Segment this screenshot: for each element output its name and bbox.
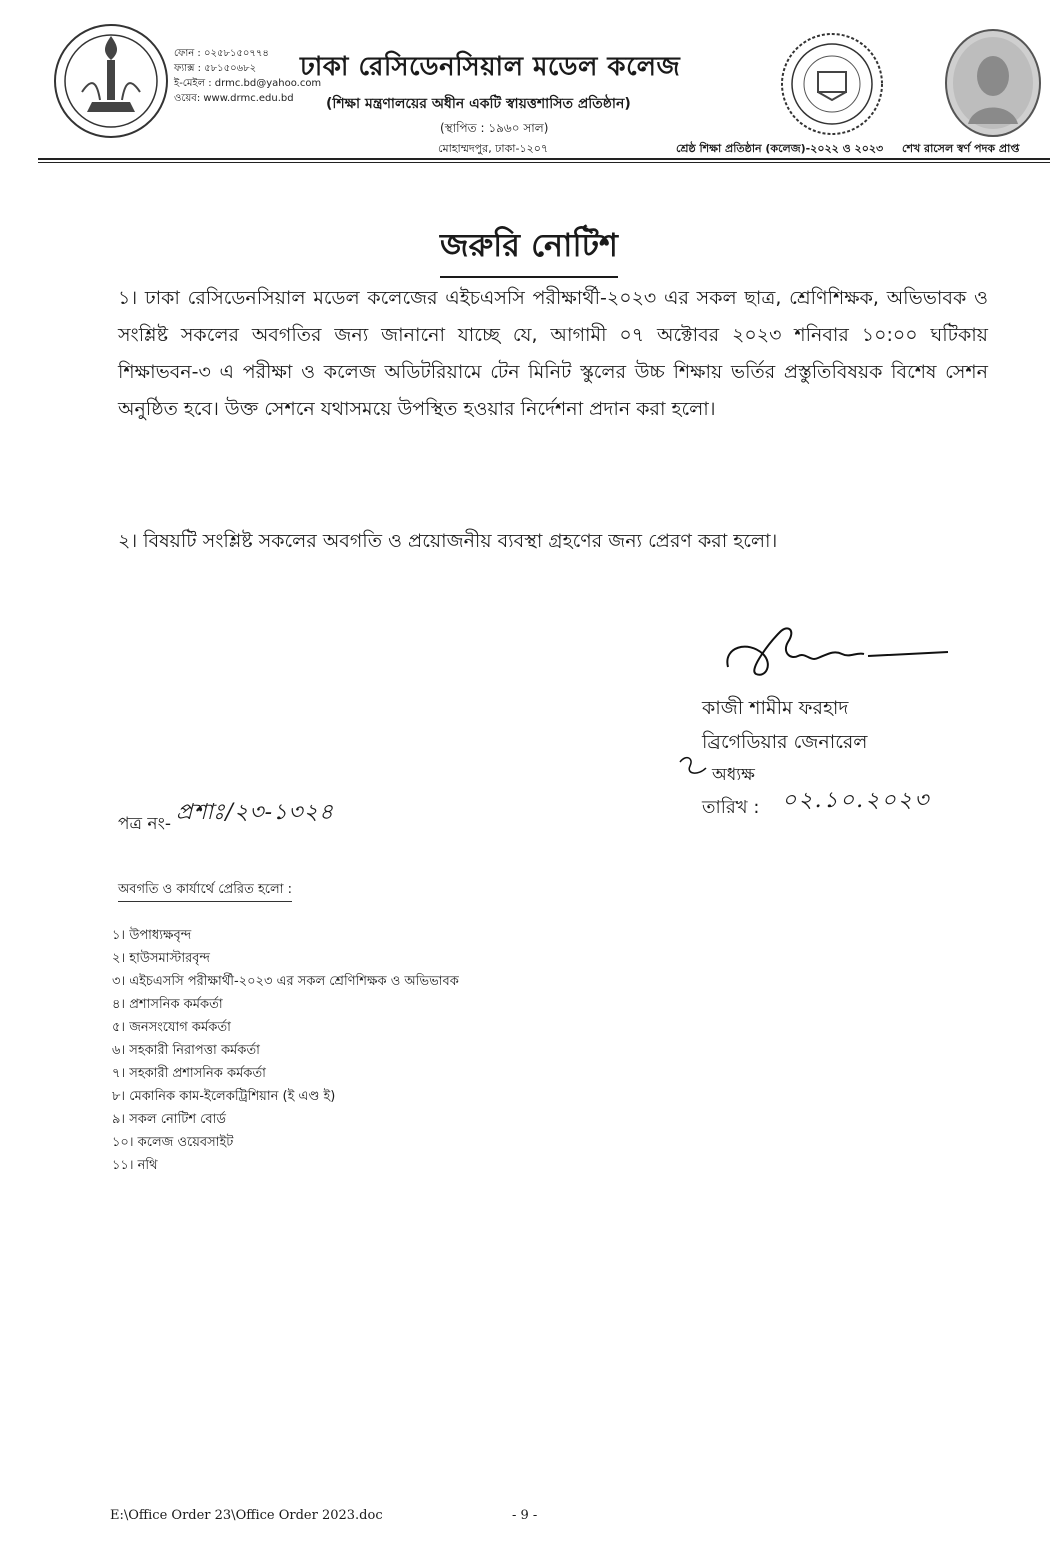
list-item: ৩। এইচএসসি পরীক্ষার্থী-২০২৩ এর সকল শ্রেণিশিক্ষক ও অভিভাবক [112,974,459,989]
award-gold-medal: শেখ রাসেল স্বর্ণ পদক প্রাপ্ত [902,142,1020,155]
list-item: ১০। কলেজ ওয়েবসাইট [112,1135,234,1150]
portrait-medal-icon [944,28,1042,138]
reference-label: পত্র নং- [118,814,172,834]
footer-page-number: - 9 - [512,1508,538,1523]
initial-mark [676,752,712,782]
list-item: ১। উপাধ্যক্ষবৃন্দ [112,928,192,943]
college-name: ঢাকা রেসিডেনসিয়াল মডেল কলেজ [300,52,681,82]
signatory-role: অধ্যক্ষ [712,765,755,785]
contact-fax: ফ্যাক্স : ৫৮১৫০৬৮২ [174,63,257,74]
list-item: ৯। সকল নোটিশ বোর্ড [112,1112,226,1127]
reference-number: প্রশাঃ/২৩-১৩২৪ [176,800,335,825]
award-best-institution: শ্রেষ্ঠ শিক্ষা প্রতিষ্ঠান (কলেজ)-২০২২ ও ২০২৩ [676,142,884,155]
college-logo [52,22,170,140]
signatory-name: কাজী শামীম ফরহাদ [702,697,849,719]
list-item: ৪। প্রশাসনিক কর্মকর্তা [112,997,223,1012]
header-divider-thin [38,162,1050,163]
list-item: ১১। নথি [112,1158,158,1173]
header-divider [38,158,1050,160]
college-address: মোহাম্মদপুর, ঢাকা-১২০৭ [438,142,549,155]
notice-title: জরুরি নোটিশ [440,220,618,278]
date-value: ০২.১০.২০২৩ [782,788,931,813]
college-established: (স্থাপিত : ১৯৬০ সাল) [440,121,549,135]
cc-heading: অবগতি ও কার্যার্থে প্রেরিত হলো : [118,880,292,902]
list-item: ৭। সহকারী প্রশাসনিক কর্মকর্তা [112,1066,266,1081]
notice-paragraph-2: ২। বিষয়টি সংশ্লিষ্ট সকলের অবগতি ও প্রয়োজনীয় ব্যবস্থা গ্রহণের জন্য প্রেরণ করা হলো। [118,530,778,552]
list-item: ৬। সহকারী নিরাপত্তা কর্মকর্তা [112,1043,260,1058]
list-item: ৮। মেকানিক কাম-ইলেকট্রিশিয়ান (ই এণ্ড ই) [112,1089,336,1104]
cc-list [112,924,459,1177]
contact-phone: ফোন : ০২৫৮১৫০৭৭৪ [174,48,269,59]
list-item: ২। হাউসমাস্টারবৃন্দ [112,951,210,966]
footer-file-path: E:\Office Order 23\Office Order 2023.doc [110,1508,383,1523]
signatory-rank: ব্রিগেডিয়ার জেনারেল [702,731,868,753]
contact-web: ওয়েব: www.drmc.edu.bd [174,93,294,104]
award-seal-icon [780,32,884,136]
signature-image [718,612,958,692]
list-item: ৫। জনসংযোগ কর্মকর্তা [112,1020,231,1035]
date-label: তারিখ : [702,797,760,818]
contact-email: ই-মেইল : drmc.bd@yahoo.com [174,78,322,89]
college-subtitle: (শিক্ষা মন্ত্রণালয়ের অধীন একটি স্বায়ত্তশাসিত প্রতিষ্ঠান) [326,96,631,112]
notice-paragraph-1: ১। ঢাকা রেসিডেনসিয়াল মডেল কলেজের এইচএসসি পরীক্ষার্থী-২০২৩ এর সকল ছাত্র, শ্রেণিশিক্ষক, অভিভাবক ও সংশ্লিষ্ট সকলের অবগতির জন্য জানানো যাচ্ছে যে, আগামী ০৭ অক্টোবর ২০২৩ শনিবার ১০:০০ ঘটিকায় শিক্ষাভবন-৩ এ পরীক্ষা ও কলেজ অডিটরিয়ামে টেন মিনিট স্কুলের উচ্চ শিক্ষায় ভর্তির প্রস্তুতিবিষয়ক বিশেষ সেশন অনুষ্ঠিত হবে। উক্ত সেশনে যথাসময়ে উপস্থিত হওয়ার নির্দেশনা প্রদান করা হলো। [118,287,988,420]
